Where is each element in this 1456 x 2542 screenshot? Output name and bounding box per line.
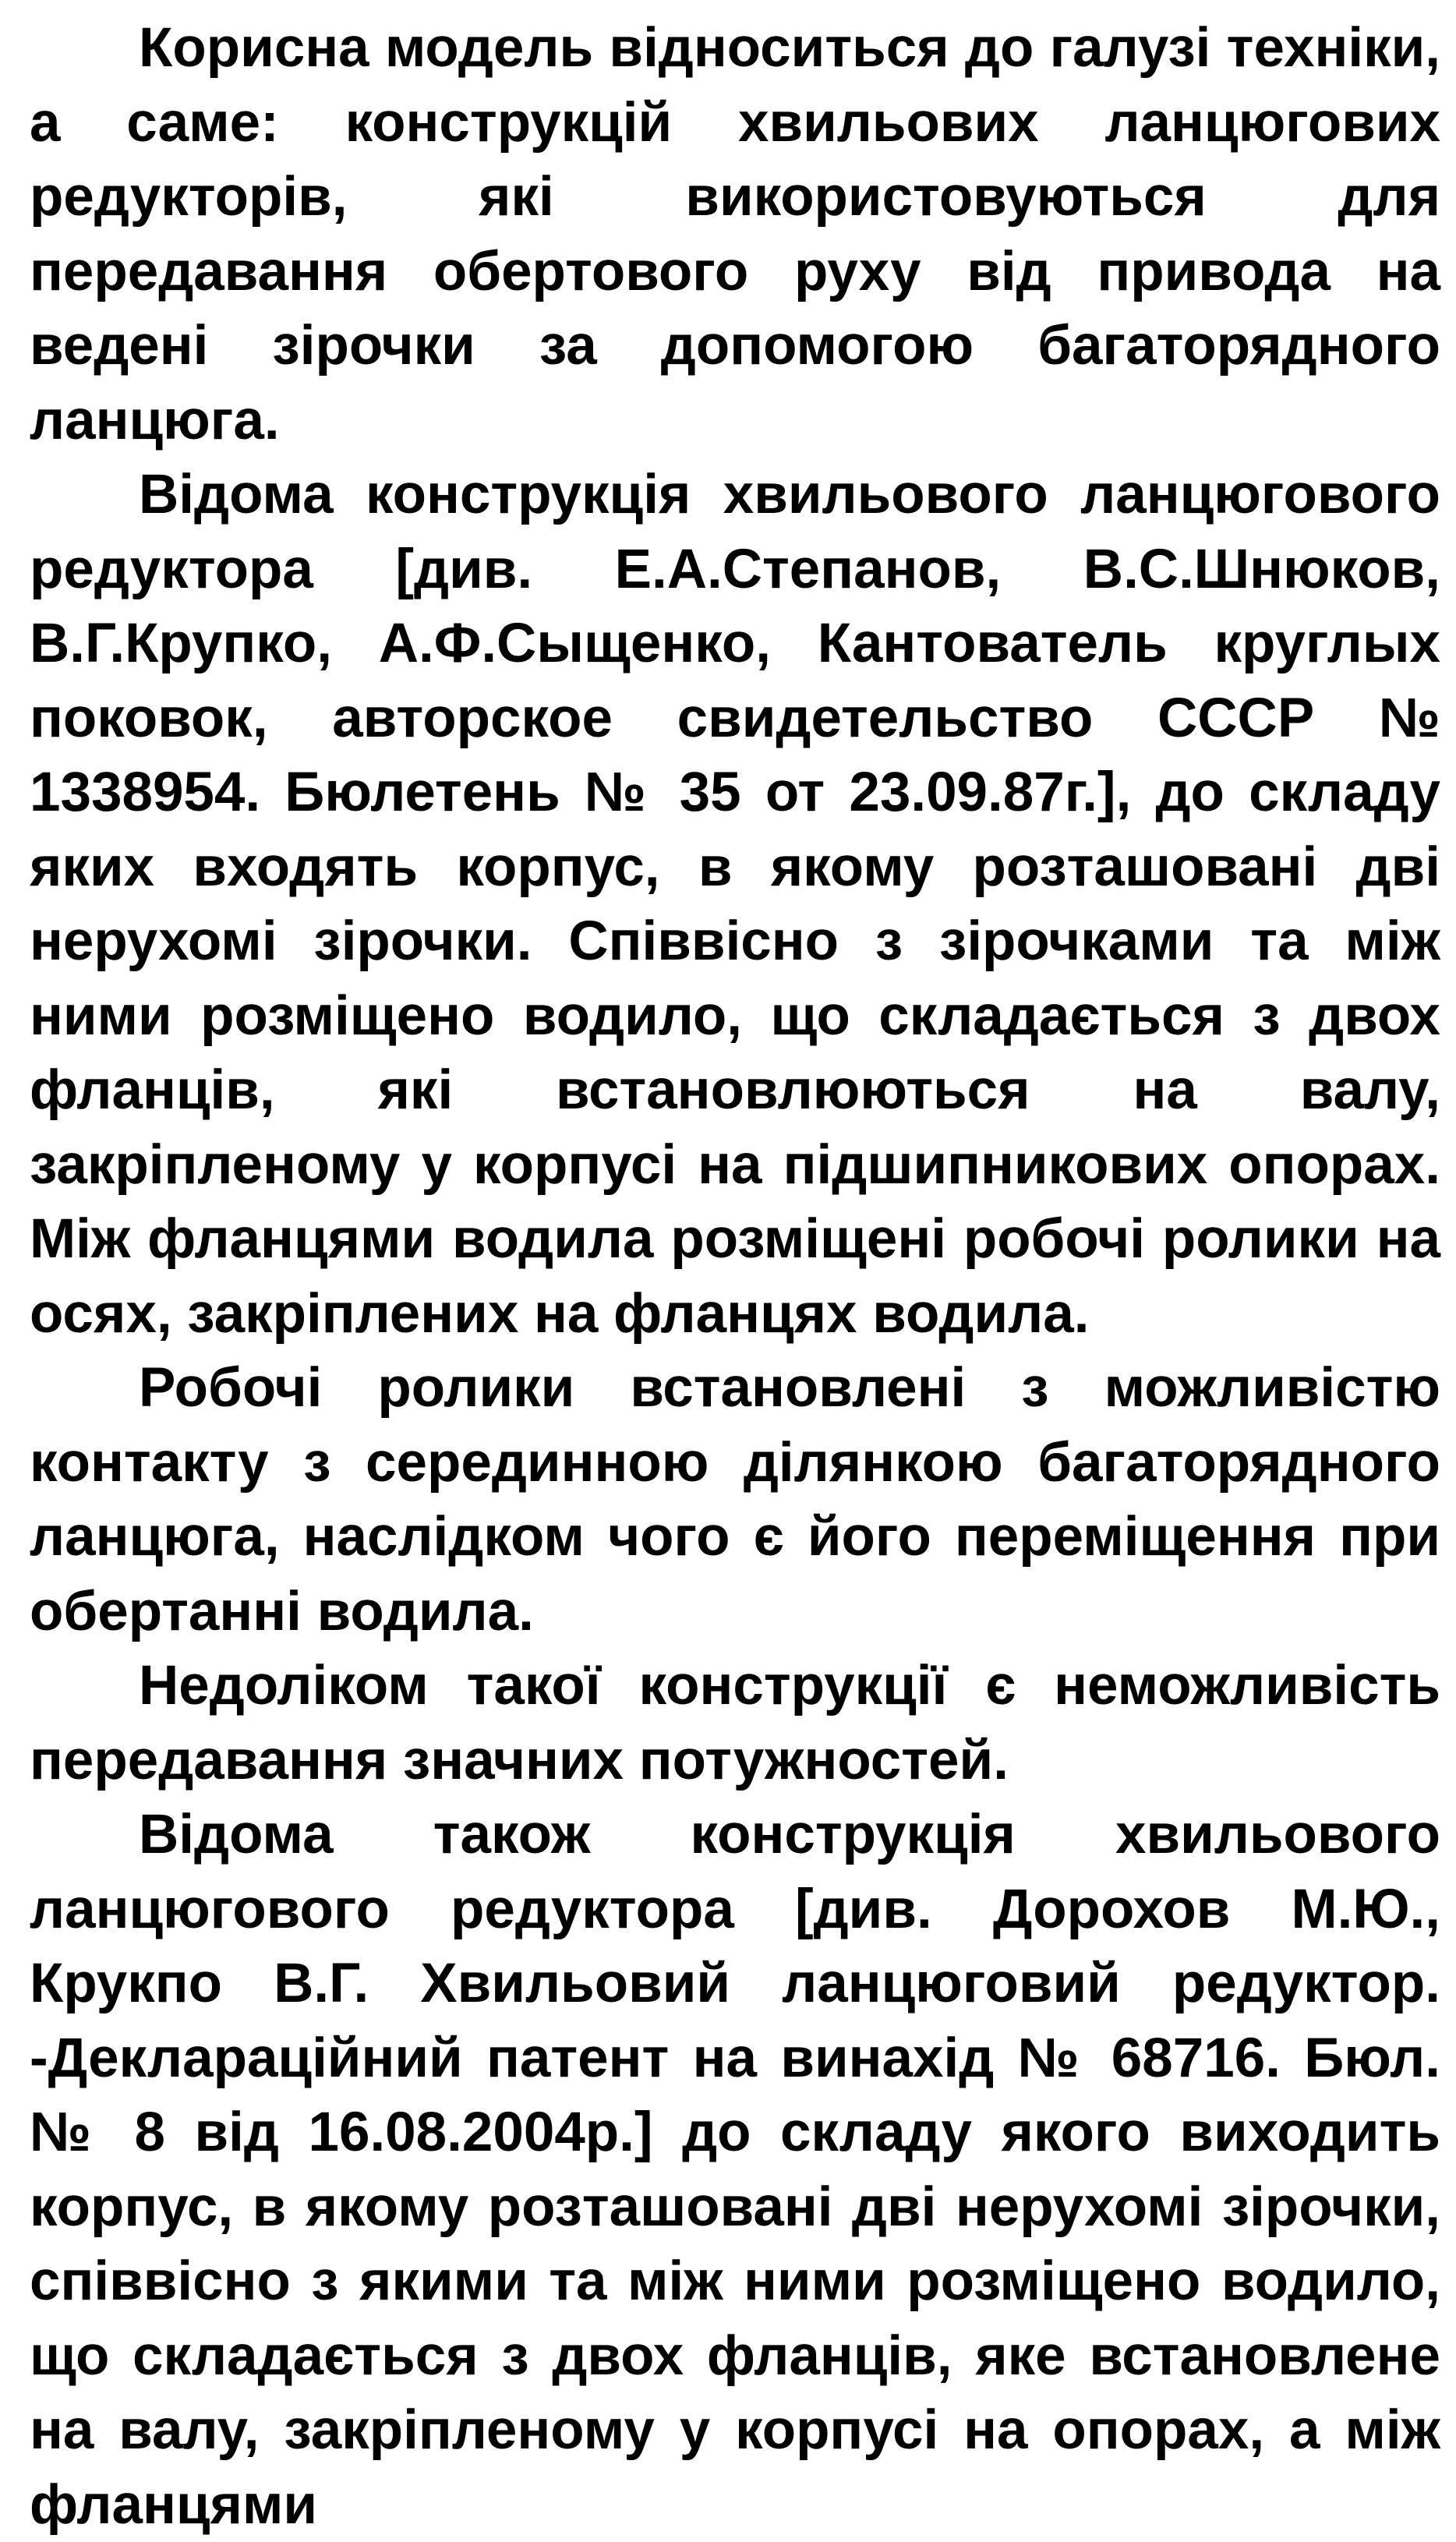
paragraph-rollers: Робочі ролики встановлені з можливістю контакту з серединною ділянкою багаторядного ланцюга, наслідком чого є його переміщення при обертанні водила. bbox=[30, 1357, 1440, 1642]
paragraph-drawback: Недоліком такої конструкції є неможливість передавання значних потужностей. bbox=[30, 1655, 1440, 1791]
paragraph-known-design-1: Відома конструкція хвильового ланцюгового редуктора [див. Е.А.Степанов, В.С.Шнюков, В.Г.Крупко, А.Ф.Сыщенко, Кантователь круглых поковок, авторское свидетельство СССР № 1338954. Бюлетень № 35 от 23.09.87г.], до складу яких входять корпус, в якому розташовані дві нерухомі зірочки. Співвісно з зірочками та між ними розміщено водило, що складається з двох фланців, які встановлюються на валу, закріпленому у корпусі на підшипникових опорах. Між фланцями водила розміщені робочі ролики на осях, закріплених на фланцях водила. bbox=[30, 464, 1440, 1345]
document-page bbox=[30, 11, 1440, 2542]
paragraph-intro: Корисна модель відноситься до галузі техніки, а саме: конструкцій хвильових ланцюгових редукторів, які використовуються для передавання обертового руху від привода на ведені зірочки за допомогою багаторядного ланцюга. bbox=[30, 17, 1440, 451]
paragraph-known-design-2: Відома також конструкція хвильового ланцюгового редуктора [див. Дорохов М.Ю., Крукпо В.Г. Хвильовий ланцюговий редуктор. -Деклараційний патент на винахід № 68716. Бюл. № 8 від 16.08.2004р.] до складу якого виходить корпус, в якому розташовані дві нерухомі зірочки, співвісно з якими та між ними розміщено водило, що складається з двох фланців, яке встановлене на валу, закріпленому у корпусі на опорах, а між фланцями bbox=[30, 1804, 1440, 2536]
